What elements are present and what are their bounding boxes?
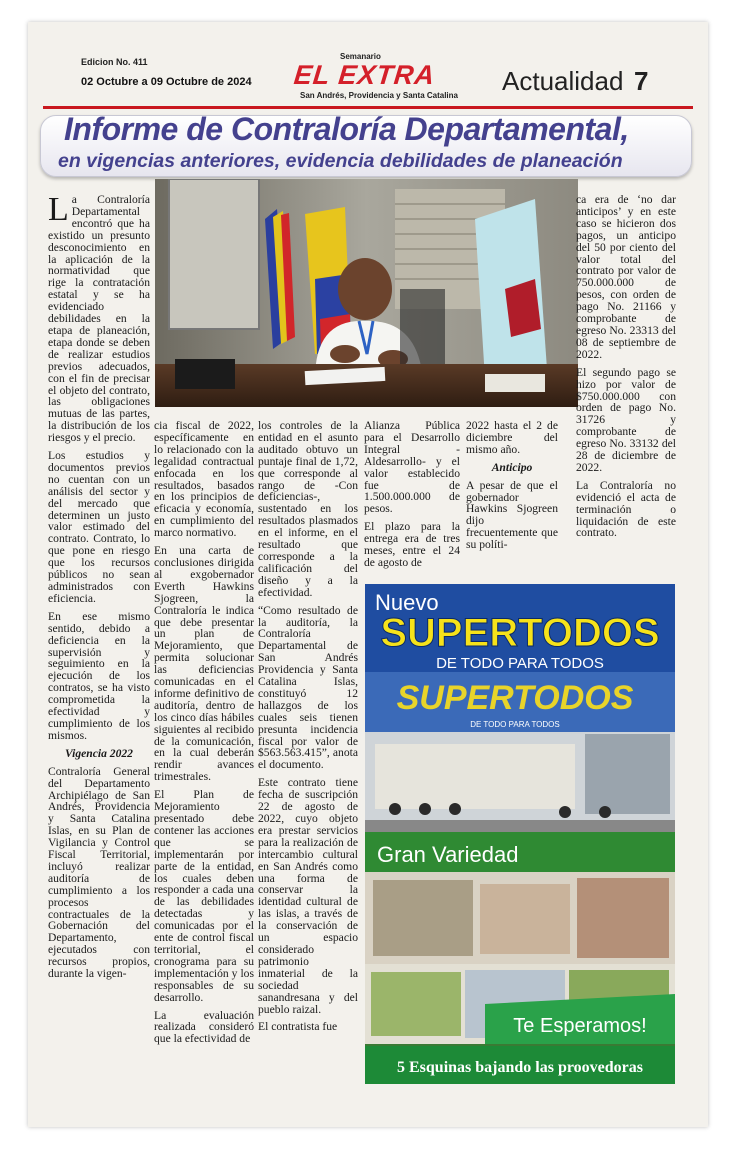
paragraph: Los estudios y documentos previos no cuentan con un análisis del sector y del mercado que determinen un justo valor estimado del contrato. Contrato, lo que pone en riesgo que los recursos públicos no sean administrados con eficiencia. <box>48 449 150 605</box>
page-number: 7 <box>634 66 649 96</box>
article-column-6 <box>576 194 676 545</box>
ad-sign-tagline: DE TODO PARA TODOS <box>470 720 560 729</box>
paragraph: ca era de ‘no dar anticipos’ y en este caso se hicieron dos pagos, un anticipo del 50 por ciento del valor total del contrato por valor de 750.000.000 de pesos, con orden de pago No. 21166 y comprobante de egreso No. 23313 del 08 de septiembre de 2022. <box>576 193 676 361</box>
paragraph: Alianza Pública para el Desarrollo Integral -Aldesarrollo- y el valor establecido fue de 1.500.000.000 de pesos. <box>364 419 460 516</box>
article-column-2 <box>154 420 254 1051</box>
paragraph: cia fiscal de 2022, específicamente en lo relacionado con la legalidad contractual enfocada en los resultados, basados en los principios de eficacia y economía, en cumplimiento del marco normativo. <box>154 419 254 540</box>
paragraph: La evaluación realizada consideró que la efectividad de <box>154 1008 254 1046</box>
ad-artwork <box>365 584 675 1084</box>
paragraph: “Como resultado de la auditoría, la Contraloría Departamental de San Andrés Providencia y Santa Catalina Islas, constituyó 12 hallazgos de los cuales seis tienen presunta incidencia fiscal por valor de $563.563.415”, anota el documento. <box>258 603 358 772</box>
headline-subtitle: en vigencias anteriores, evidencia debilidades de planeación <box>58 150 623 172</box>
article-column-3 <box>258 420 358 1039</box>
ad-gran-variedad: Gran Variedad <box>377 842 519 867</box>
ad-te-esperamos: Te Esperamos! <box>513 1015 647 1037</box>
edition-dates: 02 Octubre a 09 Octubre de 2024 <box>81 76 252 88</box>
article-photo <box>155 179 578 407</box>
section-name: Actualidad <box>502 66 624 96</box>
subheading-anticipo: Anticipo <box>491 460 533 474</box>
ad-address: 5 Esquinas bajando las proovedoras <box>397 1059 643 1076</box>
paragraph: Contraloría General del Departamento Archipiélago de San Andrés, Providencia y Santa Catalina Islas, en su Plan de Vigilancia y Control Fiscal Territorial, incluyó realizar auditoría de cumplimiento a los procesos contractuales de la Gobernación del Departamento, ejecutados con recursos propios, durante la vigen- <box>48 764 150 981</box>
ad-brand: SUPERTODOS <box>380 611 660 655</box>
article-column-1 <box>48 191 150 986</box>
logo-kicker: Semanario <box>340 52 381 61</box>
ad-nuevo: Nuevo <box>375 590 439 615</box>
paragraph: los controles de la entidad en el asunto auditado obtuvo un puntaje final de 1,72, que corresponde al rango de -Con deficiencias-, sustentado en los resultados plasmados en el informe, en el resultado que corresponde a la calificación del diseño y a la efectividad. <box>258 419 358 599</box>
logo-subtitle: San Andrés, Providencia y Santa Catalina <box>300 91 458 100</box>
paragraph: 2022 hasta el 2 de diciembre del mismo año. <box>466 419 558 456</box>
page-header <box>28 22 708 106</box>
office-photo-illustration <box>155 179 578 407</box>
paragraph: Este contrato tiene fecha de suscripción 22 de agosto de 2022, cuyo objeto era prestar servicios para la realización de intercambio cultural en San Andrés como una forma de conservar la identidad cultural de las islas, a través de la conservación de un espacio considerado patrimonio inmaterial de la sociedad sanandresana y del pueblo raizal. <box>258 776 358 1016</box>
paragraph: En ese mismo sentido, debido a deficiencia en la supervisión y seguimiento en la ejecución de los contratos, se ha visto comprometida la efectividad y cumplimiento de los mismos. <box>48 609 150 742</box>
ad-tagline: DE TODO PARA TODOS <box>436 655 604 672</box>
paragraph: El plazo para la entrega era de tres meses, entre el 24 de agosto de <box>364 520 460 569</box>
paragraph: La Contraloría Departamental encontró que ha existido un presunto desconocimiento en la aplicación de la normatividad que rige la contratación estatal y se ha evidenciado debilidades en la etapa de planeación, etapa donde se deben de realizar estudios previos adecuados, con el fin de precisar el objeto del contrato, las obligaciones mutuas de las partes, la distribución de los riesgos y el precio. <box>48 191 150 445</box>
dropcap: L <box>48 191 69 228</box>
ad-sign-brand: SUPERTODOS <box>396 679 634 717</box>
header-rule <box>43 106 693 109</box>
subheading-vigencia: Vigencia 2022 <box>65 746 133 760</box>
paragraph: El Plan de Mejoramiento presentado debe contener las acciones que se implementarán por parte de la entidad, los cuales deben responder a cada una de las debilidades detectadas y comunicadas por el ente de control fiscal territorial, el cronograma para su implementación y los responsables de su desarrollo. <box>154 788 254 1004</box>
paragraph: La Contraloría no evidenció el acta de terminación o liquidación de este contrato. <box>576 478 676 540</box>
newspaper-page <box>28 22 708 1127</box>
paragraph: A pesar de que el gobernador Hawkins Sjogreen dijo frecuentemente que su políti- <box>466 478 558 552</box>
paragraph: En una carta de conclusiones dirigida al exgobernador Everth Hawkins Sjogreen, la Contraloría le indica que debe presentar un plan de Mejoramiento, que permita solucionar las deficiencias comunicadas en el informe definitivo de auditoría, dentro de los cinco días hábiles siguientes al recibido de la comunicación, en la cual deberán rendir avances trimestrales. <box>154 544 254 784</box>
newspaper-logo: EL EXTRA <box>292 60 437 90</box>
article-column-5 <box>466 420 558 557</box>
supertodos-advertisement <box>365 584 675 1084</box>
paragraph: El contratista fue <box>258 1020 338 1034</box>
headline-title: Informe de Contraloría Departamental, <box>64 111 629 147</box>
article-column-4 <box>364 420 460 575</box>
paragraph: El segundo pago se hizo por valor de $750.000.000 con orden de pago No. 31726 y comprobante de egreso No. 33132 del 28 de diciembre de 2022. <box>576 365 676 474</box>
edition-number: Edicion No. 411 <box>81 57 148 67</box>
